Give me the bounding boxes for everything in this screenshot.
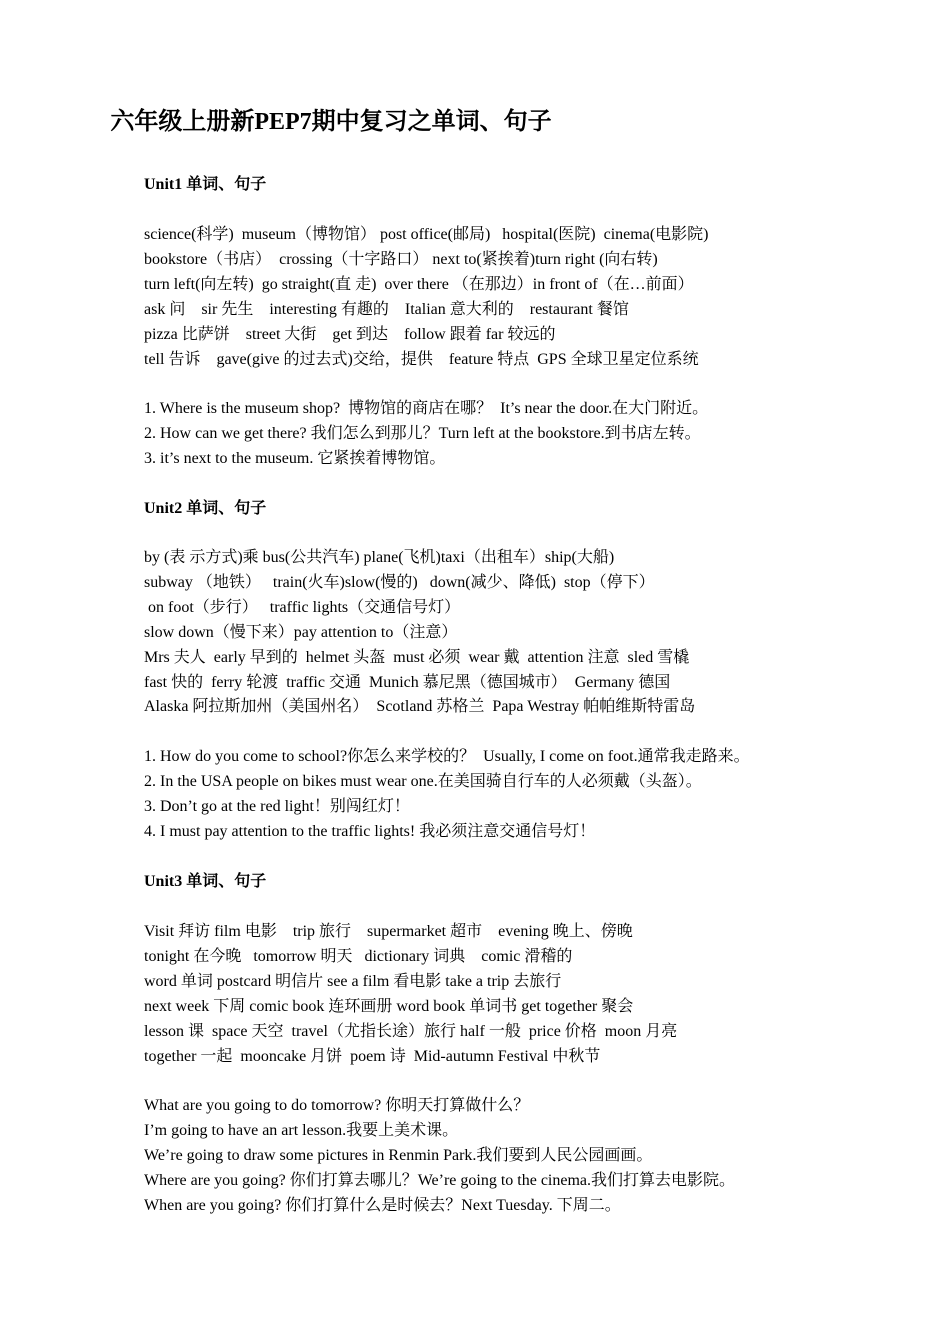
unit3-word-line: together 一起 mooncake 月饼 poem 诗 Mid-autumn Festival 中秋节 bbox=[144, 1047, 601, 1065]
unit1-heading-block bbox=[144, 173, 844, 198]
unit2-word-line: by (表 示方式)乘 bus(公共汽车) plane(飞机)taxi（出租车）ship(大船) bbox=[144, 549, 615, 566]
unit2-word-line: Mrs 夫人 early 早到的 helmet 头盔 must 必须 wear 戴 attention 注意 sled 雪橇 bbox=[144, 648, 690, 666]
unit3-sentence: Where are you going? 你们打算去哪儿？We’re going to the cinema.我们打算去电影院。 bbox=[144, 1171, 736, 1189]
unit3-words bbox=[144, 920, 844, 1069]
unit3-sentence: We’re going to draw some pictures in Renmin Park.我们要到人民公园画画。 bbox=[144, 1146, 653, 1164]
unit1-word-line: science(科学) museum（博物馆） post office(邮局) hospital(医院) cinema(电影院) bbox=[144, 226, 709, 243]
unit1-word-line: pizza 比萨饼 street 大街 get 到达 follow 跟着 far 较远的 bbox=[144, 325, 556, 343]
document-title: 六年级上册新PEP7期中复习之单词、句子 bbox=[110, 109, 552, 135]
unit2-words bbox=[144, 546, 844, 720]
unit3-sentence: What are you going to do tomorrow? 你明天打算做什么？ bbox=[144, 1097, 530, 1114]
unit1-heading: Unit1 单词、句子 bbox=[144, 176, 267, 193]
unit3-sentence: When are you going? 你们打算什么是时候去？Next Tuesday. 下周二。 bbox=[144, 1196, 621, 1214]
unit1-word-line: tell 告诉 gave(give 的过去式)交给，提供 feature 特点 GPS 全球卫星定位系统 bbox=[144, 350, 699, 368]
unit3-word-line: next week 下周 comic book 连环画册 word book 单词书 get together 聚会 bbox=[144, 997, 634, 1015]
unit1-sentence: 2. How can we get there? 我们怎么到那儿？Turn left at the bookstore.到书店左转。 bbox=[144, 424, 701, 442]
unit1-words bbox=[144, 223, 844, 372]
unit3-sentence: I’m going to have an art lesson.我要上美术课。 bbox=[144, 1121, 459, 1139]
unit1-sentence: 1. Where is the museum shop? 博物馆的商店在哪？ It’s near the door.在大门附近。 bbox=[144, 400, 709, 417]
unit1-sentences bbox=[144, 397, 844, 472]
unit2-word-line: slow down（慢下来）pay attention to（注意） bbox=[144, 623, 458, 641]
unit2-sentence: 2. In the USA people on bikes must wear one.在美国骑自行车的人必须戴（头盔）。 bbox=[144, 772, 702, 790]
unit2-sentence: 3. Don’t go at the red light！别闯红灯！ bbox=[144, 797, 410, 815]
unit2-word-line: Alaska 阿拉斯加州（美国州名） Scotland 苏格兰 Papa Westray 帕帕维斯特雷岛 bbox=[144, 698, 696, 716]
unit2-heading: Unit2 单词、句子 bbox=[144, 500, 267, 517]
unit3-word-line: Visit 拜访 film 电影 trip 旅行 supermarket 超市 evening 晚上、傍晚 bbox=[144, 923, 633, 940]
unit1-sentence: 3. it’s next to the museum. 它紧挨着博物馆。 bbox=[144, 449, 446, 467]
unit3-word-line: lesson 课 space 天空 travel（尤指长途）旅行 half 一般 price 价格 moon 月亮 bbox=[144, 1022, 678, 1040]
unit3-sentences bbox=[144, 1094, 844, 1219]
unit2-word-line: on foot（步行） traffic lights（交通信号灯） bbox=[144, 598, 461, 616]
unit2-sentence: 4. I must pay attention to the traffic lights! 我必须注意交通信号灯！ bbox=[144, 822, 596, 840]
unit1-word-line: turn left(向左转) go straight(直 走) over there （在那边）in front of（在…前面） bbox=[144, 275, 694, 293]
unit2-word-line: fast 快的 ferry 轮渡 traffic 交通 Munich 慕尼黑（德国城市） Germany 德国 bbox=[144, 673, 671, 691]
unit2-heading-block bbox=[144, 497, 844, 522]
unit3-word-line: word 单词 postcard 明信片 see a film 看电影 take a trip 去旅行 bbox=[144, 972, 562, 990]
unit2-word-line: subway （地铁） train(火车)slow(慢的) down(减少、降低) stop（停下） bbox=[144, 573, 655, 591]
unit2-sentence: 1. How do you come to school?你怎么来学校的？ Usually, I come on foot.通常我走路来。 bbox=[144, 748, 750, 765]
unit3-heading: Unit3 单词、句子 bbox=[144, 873, 267, 890]
unit1-word-line: bookstore（书店） crossing（十字路口） next to(紧挨着)turn right (向右转) bbox=[144, 250, 658, 268]
unit3-heading-block bbox=[144, 870, 844, 895]
unit2-sentences bbox=[144, 745, 844, 845]
unit3-word-line: tonight 在今晚 tomorrow 明天 dictionary 词典 comic 滑稽的 bbox=[144, 947, 573, 965]
unit1-word-line: ask 问 sir 先生 interesting 有趣的 Italian 意大利的 restaurant 餐馆 bbox=[144, 300, 629, 318]
